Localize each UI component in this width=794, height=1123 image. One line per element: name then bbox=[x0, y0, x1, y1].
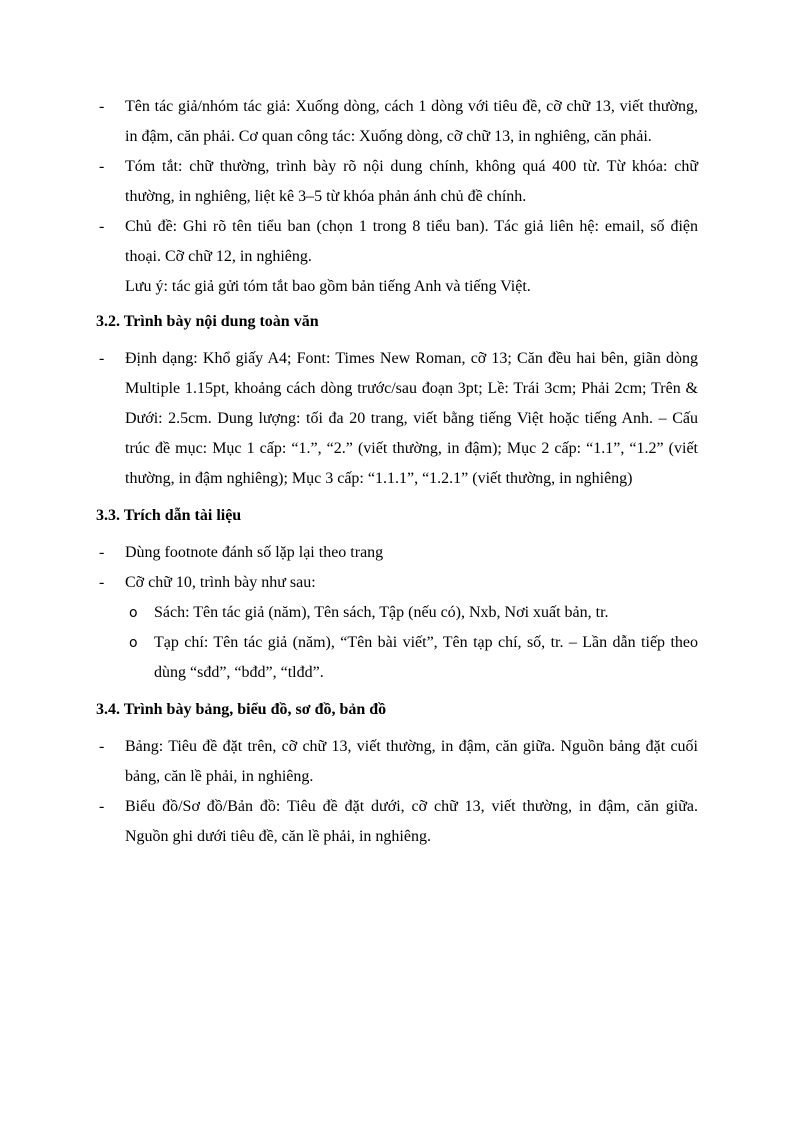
sub-list-item-text: Sách: Tên tác giả (năm), Tên sách, Tập (nếu có), Nxb, Nơi xuất bản, tr. bbox=[154, 604, 609, 621]
list-item-text: Định dạng: Khổ giấy A4; Font: Times New Roman, cỡ 13; Căn đều hai bên, giãn dòng Multiple 1.15pt, khoảng cách dòng trước/sau đoạn 3pt; Lề: Trái 3cm; Phải 2cm; Trên & Dưới: 2.5cm. Dung lượng: tối đa 20 trang, viết bằng tiếng Việt hoặc tiếng Anh. – Cấu trúc đề mục: Mục 1 cấp: “1.”, “2.” (viết thường, in đậm); Mục 2 cấp: “1.1”, “1.2” (viết thường, in đậm nghiêng); Mục 3 cấp: “1.1.1”, “1.2.1” (viết thường, in nghiêng) bbox=[125, 350, 698, 487]
dash-bullet: - bbox=[99, 98, 105, 115]
section-heading-3-3: 3.3. Trích dẫn tài liệu bbox=[96, 507, 242, 524]
section-3-4-list bbox=[96, 732, 698, 852]
dash-bullet: - bbox=[99, 218, 105, 235]
list-item bbox=[96, 538, 698, 568]
dash-bullet: - bbox=[99, 574, 105, 591]
intro-list bbox=[96, 92, 698, 302]
dash-bullet: - bbox=[99, 350, 105, 367]
circle-bullet-icon: o bbox=[129, 605, 138, 621]
sub-list-item-text: Tạp chí: Tên tác giả (năm), “Tên bài viết”, Tên tạp chí, số, tr. – Lần dẫn tiếp theo dùng “sđd”, “bđd”, “tlđd”. bbox=[154, 634, 698, 681]
list-item bbox=[96, 792, 698, 852]
list-item-text: Tên tác giả/nhóm tác giả: Xuống dòng, cách 1 dòng với tiêu đề, cỡ chữ 13, viết thường, in đậm, căn phải. Cơ quan công tác: Xuống dòng, cỡ chữ 13, in nghiêng, căn phải. bbox=[125, 98, 698, 145]
dash-bullet: - bbox=[99, 738, 105, 755]
dash-bullet: - bbox=[99, 798, 105, 815]
list-item-text: Bảng: Tiêu đề đặt trên, cỡ chữ 13, viết thường, in đậm, căn giữa. Nguồn bảng đặt cuối bảng, căn lề phải, in nghiêng. bbox=[125, 738, 698, 785]
list-item bbox=[96, 92, 698, 152]
section-heading-3-4: 3.4. Trình bày bảng, biểu đồ, sơ đồ, bản đồ bbox=[96, 701, 387, 718]
sub-list-item bbox=[96, 628, 698, 688]
dash-bullet: - bbox=[99, 544, 105, 561]
section-3-2-list bbox=[96, 344, 698, 494]
list-item bbox=[96, 732, 698, 792]
list-item bbox=[96, 568, 698, 598]
circle-bullet-icon: o bbox=[129, 635, 138, 651]
section-3-3-list bbox=[96, 538, 698, 688]
list-item-text: Biểu đồ/Sơ đồ/Bản đồ: Tiêu đề đặt dưới, cỡ chữ 13, viết thường, in đậm, căn giữa. Nguồn ghi dưới tiêu đề, căn lề phải, in nghiêng. bbox=[125, 798, 698, 845]
list-item-text: Tóm tắt: chữ thường, trình bày rõ nội dung chính, không quá 400 từ. Từ khóa: chữ thường, in nghiêng, liệt kê 3–5 từ khóa phản ánh chủ đề chính. bbox=[125, 158, 698, 205]
list-item bbox=[96, 152, 698, 212]
dash-bullet: - bbox=[99, 158, 105, 175]
list-item-text: Chủ đề: Ghi rõ tên tiểu ban (chọn 1 trong 8 tiểu ban). Tác giả liên hệ: email, số điện thoại. Cỡ chữ 12, in nghiêng. bbox=[125, 218, 698, 265]
section-heading-3-2: 3.2. Trình bày nội dung toàn văn bbox=[96, 313, 319, 330]
list-item bbox=[96, 212, 698, 272]
list-item bbox=[96, 344, 698, 494]
sub-list-item bbox=[96, 598, 698, 628]
list-item-text: Cỡ chữ 10, trình bày như sau: bbox=[125, 574, 316, 591]
list-item-text: Dùng footnote đánh số lặp lại theo trang bbox=[125, 544, 384, 561]
note-text: Lưu ý: tác giả gửi tóm tắt bao gồm bản tiếng Anh và tiếng Việt. bbox=[125, 278, 531, 295]
